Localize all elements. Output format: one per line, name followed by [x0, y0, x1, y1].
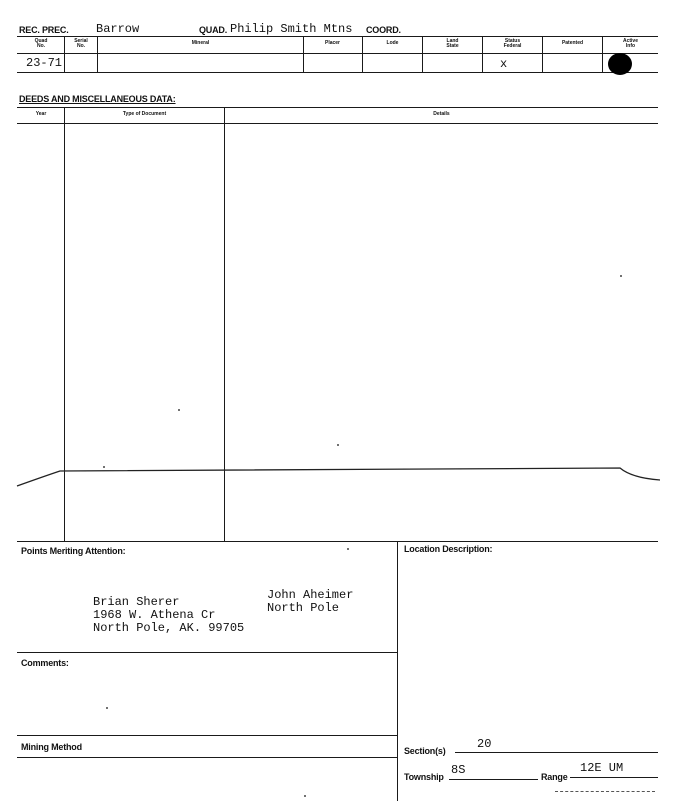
- range-value: 12E UM: [580, 761, 624, 775]
- contact-john-aheimer: [267, 589, 353, 615]
- contact-brian-sherer: [93, 596, 244, 635]
- quad-value: Philip Smith Mtns: [230, 22, 353, 36]
- township-label: Township: [404, 772, 444, 782]
- deeds-section-title: DEEDS AND MISCELLANEOUS DATA:: [19, 94, 176, 104]
- section-label: Section(s): [404, 746, 446, 756]
- col-quad-no: Quad No.: [34, 38, 48, 49]
- rec-prec-value: Barrow: [96, 22, 140, 36]
- col-lode: Lode: [386, 40, 399, 46]
- col-mineral: Mineral: [191, 40, 210, 46]
- col-year: Year: [35, 111, 47, 117]
- range-label: Range: [541, 772, 568, 782]
- col-serial-no: Serial No.: [74, 38, 88, 49]
- col-active-info: Active Info: [622, 38, 638, 49]
- col-patented: Patented: [561, 40, 584, 46]
- col-type-of-document: Type of Document: [122, 111, 167, 117]
- contact1-name: Brian Sherer: [93, 595, 180, 609]
- rec-prec-label: REC. PREC.: [19, 25, 69, 35]
- section-value: 20: [477, 737, 492, 751]
- quad-serial-value: 23-71: [26, 56, 63, 70]
- quad-label: QUAD.: [199, 25, 227, 35]
- contact2-name: John Aheimer: [267, 588, 354, 602]
- contact1-street: 1968 W. Athena Cr: [93, 608, 216, 622]
- mining-method-label: Mining Method: [21, 742, 82, 752]
- points-meriting-attention-label: Points Meriting Attention:: [21, 546, 126, 556]
- location-description-label: Location Description:: [404, 544, 493, 554]
- col-status-federal: Status Federal: [503, 38, 522, 49]
- contact1-city: North Pole, AK. 99705: [93, 621, 245, 635]
- coord-label: COORD.: [366, 25, 401, 35]
- col-placer: Placer: [324, 40, 340, 46]
- township-value: 8S: [451, 763, 466, 777]
- comments-label: Comments:: [21, 658, 69, 668]
- col-land-state: Land State: [446, 38, 459, 49]
- col-details: Details: [433, 111, 450, 117]
- bottom-edge-dashes: [555, 791, 655, 792]
- status-federal-mark: x: [500, 57, 508, 71]
- contact2-city: North Pole: [267, 601, 340, 615]
